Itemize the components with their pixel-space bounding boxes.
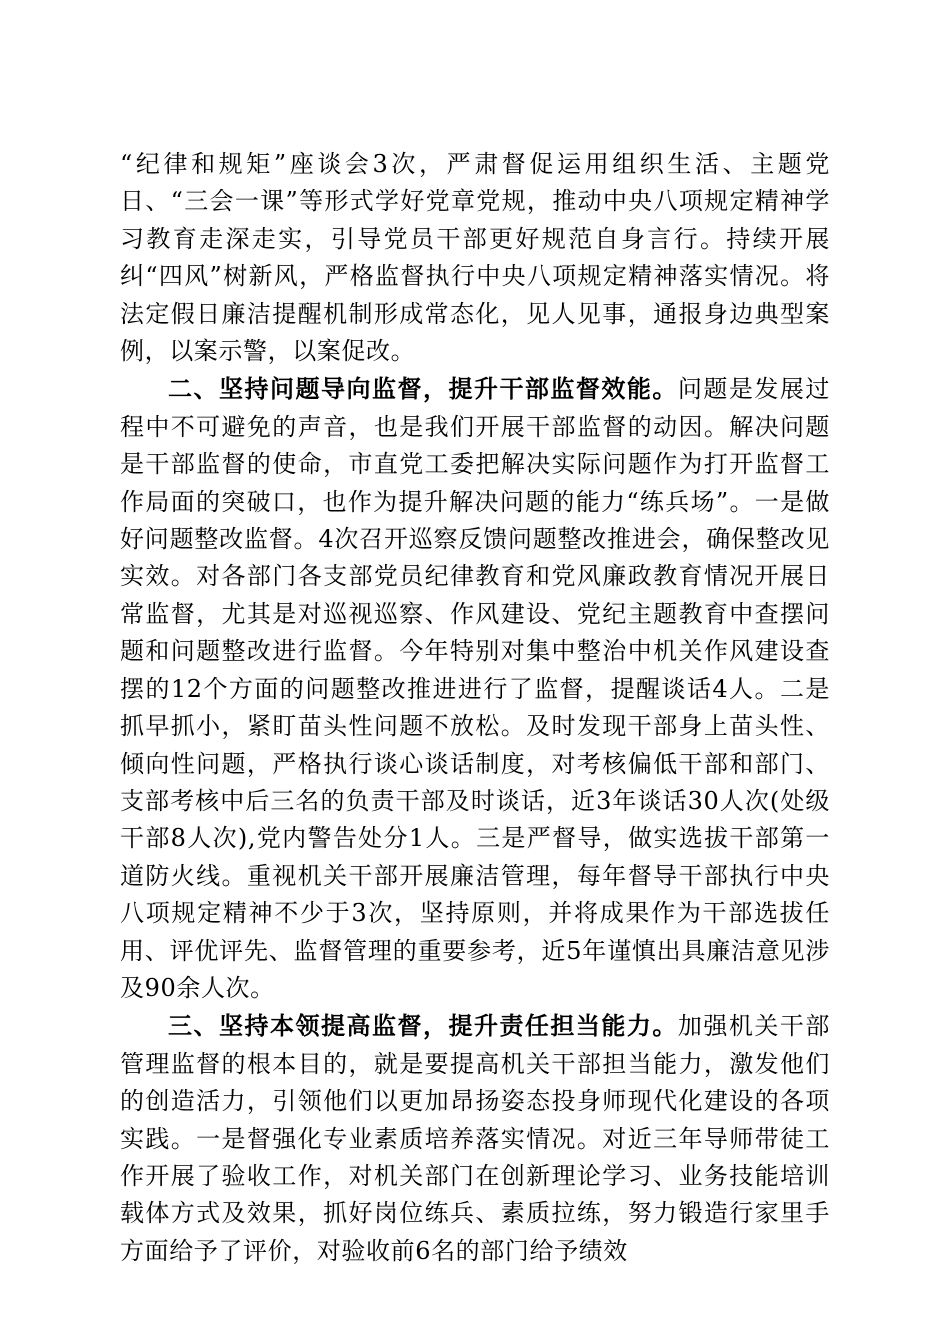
paragraph-2-body: 问题是发展过程中不可避免的声音，也是我们开展干部监督的动因。解决问题是干部监督的使命，市直党工委把解决实际问题作为打开监督工作局面的突破口，也作为提升解决问题的能力“练兵场”。一是做好问题整改监督。4次召开巡察反馈问题整改推进会，确保整改见实效。对各部门各支部党员纪律教育和党风廉政教育情况开展日常监督，尤其是对巡视巡察、作风建设、党纪主题教育中查摆问题和问题整改进行监督。今年特别对集中整治中机关作风建设查摆的12个方面的问题整改推进进行了监督，提醒谈话4人。二是抓早抓小，紧盯苗头性问题不放松。及时发现干部身上苗头性、倾向性问题，严格执行谈心谈话制度，对考核偏低干部和部门、支部考核中后三名的负责干部及时谈话，近3年谈话30人次(处级干部8人次),党内警告处分1人。三是严督导，做实选拔干部第一道防火线。重视机关干部开展廉洁管理，每年督导干部执行中央八项规定精神不少于3次，坚持原则，并将成果作为干部选拔任用、评优评先、监督管理的重要参考，近5年谨慎出具廉洁意见涉及90余人次。 — [120, 375, 830, 1002]
document-body — [120, 146, 830, 1270]
paragraph-1: “纪律和规矩”座谈会3次，严肃督促运用组织生活、主题党日、“三会一课”等形式学好党章党规，推动中央八项规定精神学习教育走深走实，引导党员干部更好规范自身言行。持续开展纠“四风”树新风，严格监督执行中央八项规定精神落实情况。将法定假日廉洁提醒机制形成常态化，见人见事，通报身边典型案例，以案示警，以案促改。 — [120, 150, 830, 366]
paragraph-2 — [120, 370, 830, 1007]
section-heading-3: 三、坚持本领提高监督，提升责任担当能力。 — [168, 1011, 678, 1041]
paragraph-3 — [120, 1007, 830, 1270]
paragraph-3-body: 加强机关干部管理监督的根本目的，就是要提高机关干部担当能力，激发他们的创造活力，引领他们以更加昂扬姿态投身师现代化建设的各项实践。一是督强化专业素质培养落实情况。对近三年导师带徒工作开展了验收工作，对机关部门在创新理论学习、业务技能培训载体方式及效果，抓好岗位练兵、素质拉练，努力锻造行家里手方面给予了评价，对验收前6名的部门给予绩效 — [120, 1012, 830, 1265]
section-heading-2: 二、坚持问题导向监督，提升干部监督效能。 — [168, 374, 678, 404]
